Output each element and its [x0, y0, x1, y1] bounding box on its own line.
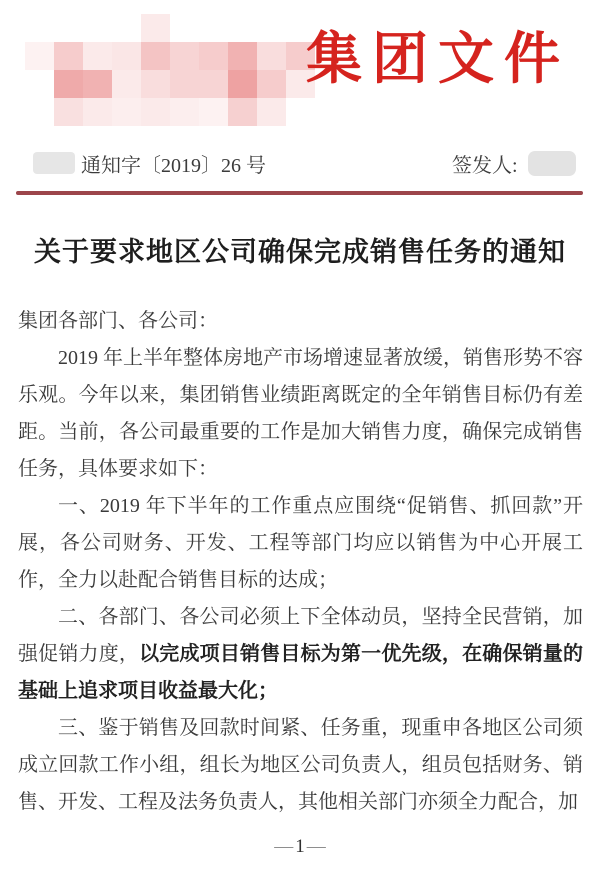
- redacted-doc-prefix: [33, 152, 75, 174]
- salutation: 集团各部门、各公司：: [18, 310, 218, 332]
- signer-group: [452, 148, 576, 178]
- redacted-signer-name: [528, 151, 576, 176]
- document-title: 关于要求地区公司确保完成销售任务的通知: [34, 237, 566, 267]
- document-meta-row: [0, 148, 600, 178]
- body-paragraph-3-bold: 以完成项目销售目标为第一优先级，在确保销量的基础上追求项目收益最大化；: [18, 643, 584, 702]
- page-number-footer: [0, 836, 600, 858]
- doc-number-group: [33, 148, 266, 178]
- redacted-company-name: [25, 14, 315, 126]
- footer-right-dash: —: [306, 836, 326, 857]
- body-paragraph-3: [18, 599, 583, 710]
- signer-label: 签发人:: [452, 154, 518, 177]
- body-paragraph-2: 一、2019 年下半年的工作重点应围绕“促销售、抓回款”开展，各公司财务、开发、工程等部门均应以销售为中心开展工作，全力以赴配合销售目标的达成；: [18, 495, 583, 591]
- footer-page-number: 1: [295, 836, 305, 857]
- body-paragraph-4: 三、鉴于销售及回款时间紧、任务重，现重申各地区公司须成立回款工作小组，组长为地区公司负责人，组员包括财务、销售、开发、工程及法务负责人，其他相关部门亦须全力配合，加: [18, 717, 583, 813]
- divider-line: [16, 191, 583, 195]
- body-paragraph-1: 2019 年上半年整体房地产市场增速显著放缓，销售形势不容乐观。今年以来，集团销售业绩距离既定的全年销售目标仍有差距。当前，各公司最重要的工作是加大销售力度，确保完成销售任务，具体要求如下：: [18, 347, 583, 480]
- body-paragraph-3-normal: 二、各部门、各公司必须上下全体动员，坚持全民营销，加强促销力度，: [18, 606, 583, 665]
- footer-left-dash: —: [274, 836, 294, 857]
- document-body: [18, 303, 583, 821]
- document-banner-title: 集团文件: [306, 29, 570, 91]
- doc-number: 通知字〔2019〕26 号: [81, 154, 266, 177]
